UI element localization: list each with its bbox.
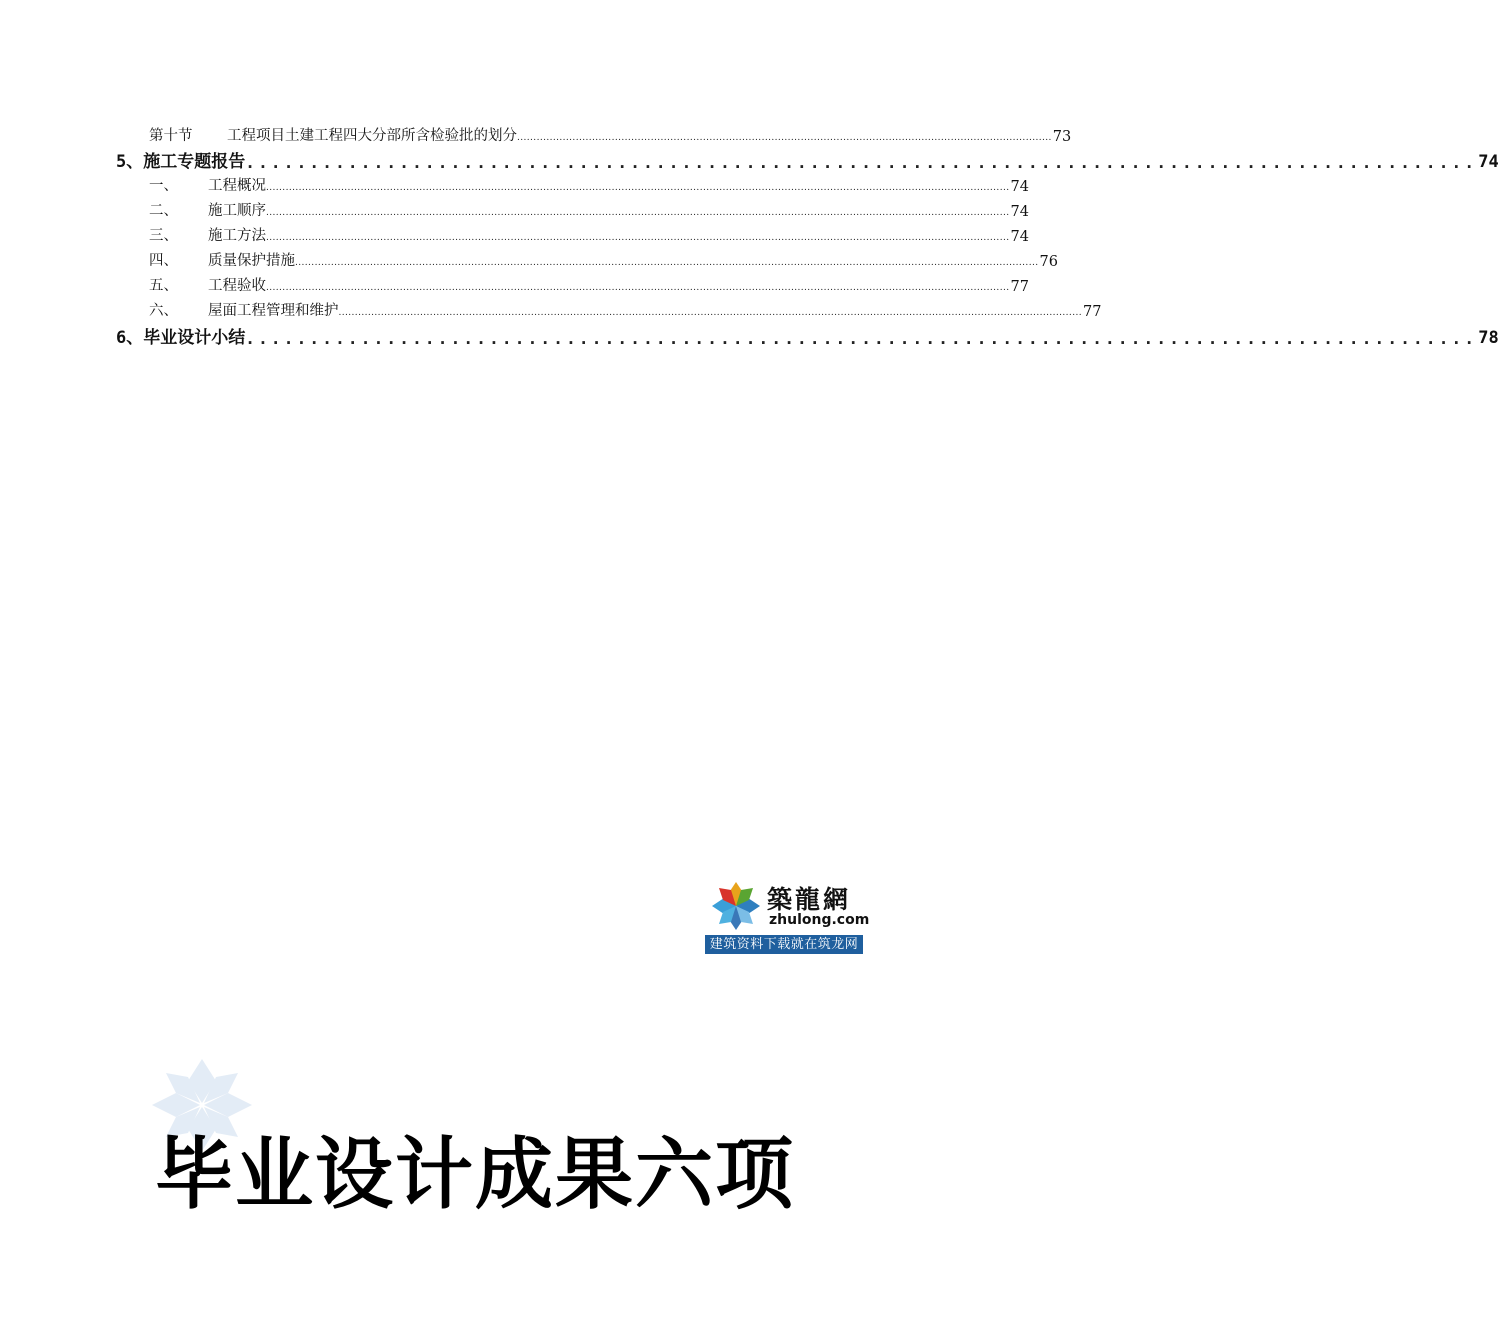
toc-entry-number: 六、 [149,303,178,319]
main-title: 毕业设计成果六项 [154,1130,795,1220]
toc-chapter-title: 施工专题报告 [143,152,246,172]
toc-entry-title: 工程概况 [208,178,266,194]
toc-entry-title: 工程项目土建工程四大分部所含检验批的划分 [227,128,517,144]
toc-chapter[interactable] [116,326,1499,348]
toc-entry-number: 二、 [149,203,178,219]
toc-entry-page: 73 [1052,129,1072,145]
dot-leader: ................................................................................................ [245,329,1478,348]
toc-chapter-title: 毕业设计小结 [143,328,246,348]
toc-entry-number: 三、 [149,228,178,244]
toc-entry-page: 74 [1010,229,1029,245]
toc-entry-page: 77 [1010,279,1029,295]
toc-entry-number: 第十节 [149,128,193,144]
toc-chapter-number: 6、 [116,328,144,348]
toc-entry-title: 屋面工程管理和维护 [208,303,339,319]
logo-top [705,878,870,934]
toc-entry-page: 74 [1010,204,1029,220]
dot-leader: .................................................................................................................................................................................................................................... [266,233,1010,243]
zhulong-mark-icon [707,880,765,932]
dot-leader: .................................................................................................................................................................................................................................... [266,283,1010,293]
toc-entry[interactable] [149,202,1029,220]
toc-chapter[interactable] [116,150,1499,172]
dot-leader: .................................................................................................................................................................................................................................... [266,183,1010,193]
logo-domain: zhulong.com [769,912,870,928]
toc-entry-number: 五、 [149,278,178,294]
logo-slogan: 建筑资料下载就在筑龙网 [705,935,863,954]
toc-entry[interactable] [149,302,1102,320]
dot-leader: .................................................................................................................................................................................................................................... [338,308,1082,318]
toc-entry-title: 质量保护措施 [208,253,295,269]
toc-entry-number: 四、 [149,253,178,269]
dot-leader: .................................................................................................................................................................................................................................... [266,208,1010,218]
dot-leader: .................................................................................................................................................................................................................................... [295,258,1039,268]
dot-leader: ................................................................................................ [245,153,1478,172]
toc-entry[interactable] [149,227,1029,245]
toc-entry[interactable] [149,127,1072,145]
toc-entry-title: 工程验收 [208,278,266,294]
toc-chapter-number: 5、 [116,152,144,172]
dot-leader: .................................................................................................................................................................... [517,133,1052,143]
toc-entry[interactable] [149,252,1058,270]
logo-chinese-name: 築龍網 [767,885,852,914]
toc-entry[interactable] [149,177,1029,195]
toc-entry-title: 施工顺序 [208,203,266,219]
toc-entry-page: 77 [1082,304,1102,320]
toc-entry-page: 74 [1010,179,1029,195]
zhulong-logo [705,878,870,954]
toc-entry-page: 76 [1039,254,1058,270]
toc-entry-number: 一、 [149,178,178,194]
toc-entry[interactable] [149,277,1029,295]
toc-chapter-page: 78 [1478,328,1499,348]
toc-chapter-page: 74 [1478,152,1499,172]
toc-entry-title: 施工方法 [208,228,266,244]
